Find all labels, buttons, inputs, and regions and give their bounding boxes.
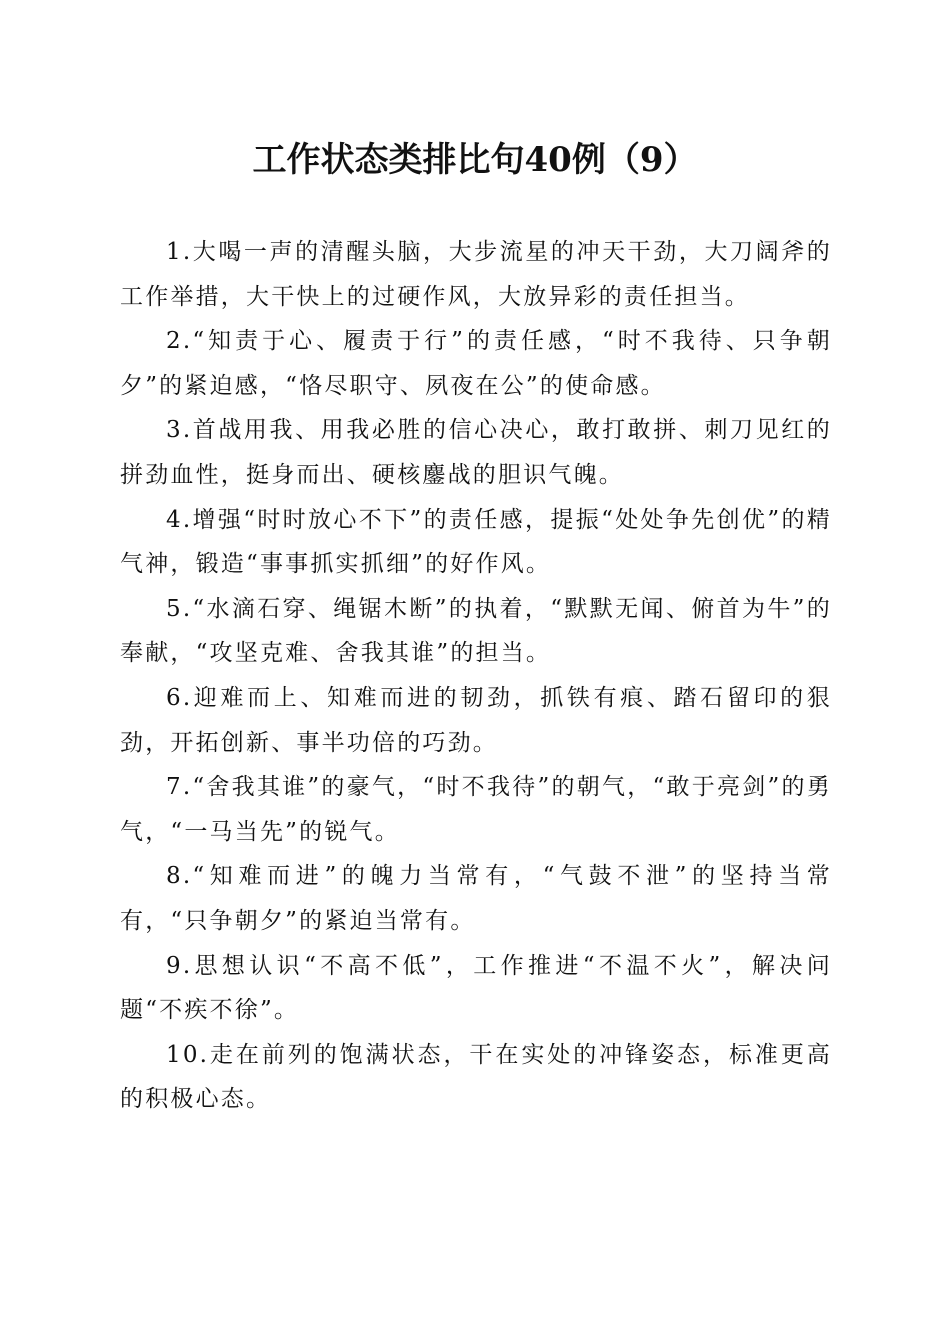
list-item: 7.“舍我其谁”的豪气，“时不我待”的朝气，“敢于亮剑”的勇气，“一马当先”的锐气。 xyxy=(120,774,832,845)
list-item: 10.走在前列的饱满状态，干在实处的冲锋姿态，标准更高的积极心态。 xyxy=(120,1041,832,1113)
list-item: 2.“知责于心、履责于行”的责任感，“时不我待、只争朝夕”的紧迫感，“恪尽职守、夙夜在公”的使命感。 xyxy=(120,328,832,399)
document-title: 工作状态类排比句40例（9） xyxy=(252,140,698,180)
list-item: 9.思想认识“不高不低”，工作推进“不温不火”，解决问题“不疾不徐”。 xyxy=(120,952,832,1024)
list-item: 4.增强“时时放心不下”的责任感，提振“处处争先创优”的精气神，锻造“事事抓实抓细”的好作风。 xyxy=(120,506,832,578)
list-item: 8.“知难而进”的魄力当常有，“气鼓不泄”的坚持当常有，“只争朝夕”的紧迫当常有。 xyxy=(120,863,832,934)
list-item: 1.大喝一声的清醒头脑，大步流星的冲天干劲，大刀阔斧的工作举措，大干快上的过硬作风，大放异彩的责任担当。 xyxy=(120,239,832,310)
list-item: 5.“水滴石穿、绳锯木断”的执着，“默默无闻、俯首为牛”的奉献，“攻坚克难、舍我其谁”的担当。 xyxy=(120,595,832,667)
list-item: 3.首战用我、用我必胜的信心决心，敢打敢拼、刺刀见红的拼劲血性，挺身而出、硬核鏖战的胆识气魄。 xyxy=(120,417,832,488)
list-item: 6.迎难而上、知难而进的韧劲，抓铁有痕、踏石留印的狠劲，开拓创新、事半功倍的巧劲。 xyxy=(120,684,832,756)
document-body xyxy=(120,230,832,1122)
